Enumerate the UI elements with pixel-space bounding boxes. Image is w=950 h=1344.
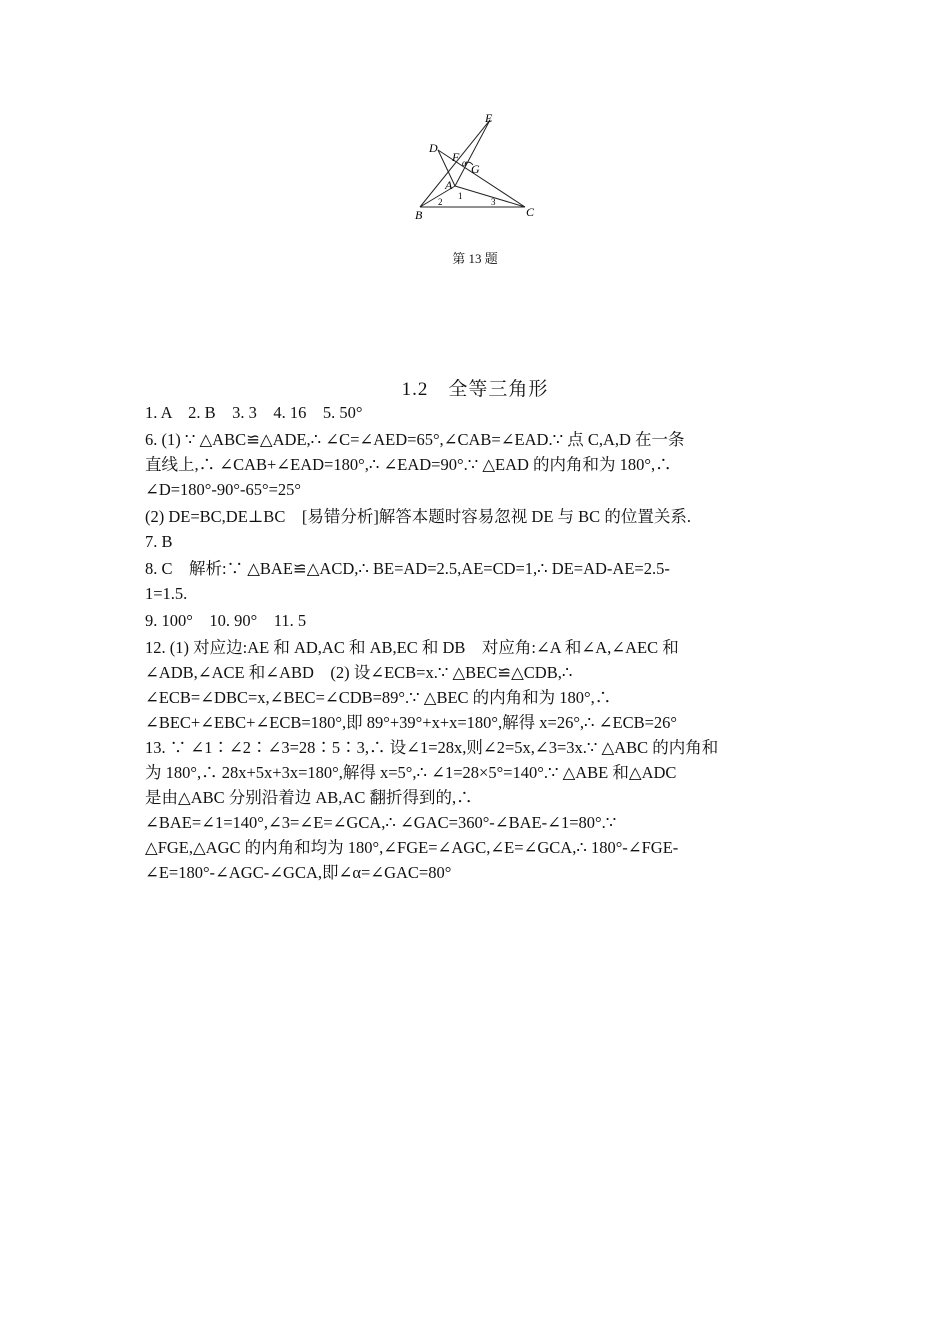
answer-line: 1=1.5. bbox=[145, 584, 188, 603]
segment-ea bbox=[455, 120, 490, 186]
label-a: A bbox=[445, 178, 453, 192]
answer-line: 9. 100° 10. 90° 11. 5 bbox=[145, 611, 307, 630]
angle-label-2: 2 bbox=[438, 197, 443, 207]
answer-line: ∠ECB=∠DBC=x,∠BEC=∠CDB=89°.∵ △BEC 的内角和为 180°,∴ bbox=[145, 688, 612, 707]
angle-label-1: 1 bbox=[458, 191, 463, 201]
label-g: G bbox=[471, 162, 480, 176]
answer-line: ∠E=180°-∠AGC-∠GCA,即∠α=∠GAC=80° bbox=[145, 863, 452, 882]
answer-line: 直线上,∴ ∠CAB+∠EAD=180°,∴ ∠EAD=90°.∵ △EAD 的内角和为 180°,∴ bbox=[145, 455, 672, 474]
answer-line: 6. (1) ∵ △ABC≌△ADE,∴ ∠C=∠AED=65°,∠CAB=∠EAD.∵ 点 C,A,D 在一条 bbox=[145, 430, 685, 449]
label-alpha: α bbox=[462, 158, 467, 168]
label-f: F bbox=[452, 150, 460, 164]
answer-line: 1. A 2. B 3. 3 4. 16 5. 50° bbox=[145, 403, 363, 422]
angle-label-3: 3 bbox=[491, 197, 496, 207]
label-b: B bbox=[415, 208, 423, 222]
figure-caption: 第 13 题 bbox=[452, 251, 498, 266]
answer-line: ∠BEC+∠EBC+∠ECB=180°,即 89°+39°+x+x=180°,解得 x=26°,∴ ∠ECB=26° bbox=[145, 713, 677, 732]
answer-line: △FGE,△AGC 的内角和均为 180°,∠FGE=∠AGC,∠E=∠GCA,∴ 180°-∠FGE- bbox=[145, 838, 679, 857]
answer-line: ∠D=180°-90°-65°=25° bbox=[145, 480, 301, 499]
segment-ac bbox=[455, 186, 525, 207]
section-title: 1.2 全等三角形 bbox=[401, 379, 549, 400]
answer-line: 8. C 解析:∵ △BAE≌△ACD,∴ BE=AD=2.5,AE=CD=1,∴ DE=AD-AE=2.5- bbox=[145, 559, 670, 578]
answer-list bbox=[145, 400, 805, 885]
answer-line: 为 180°,∴ 28x+5x+3x=180°,解得 x=5°,∴ ∠1=28×5°=140°.∵ △ABE 和△ADC bbox=[145, 763, 677, 782]
label-e: E bbox=[485, 111, 493, 125]
label-d: D bbox=[429, 141, 438, 155]
answer-line: ∠ADB,∠ACE 和∠ABD (2) 设∠ECB=x.∵ △BEC≌△CDB,∴ bbox=[145, 663, 573, 682]
triangle-figure bbox=[405, 108, 545, 226]
answer-line: ∠BAE=∠1=140°,∠3=∠E=∠GCA,∴ ∠GAC=360°-∠BAE-∠1=80°.∵ bbox=[145, 813, 617, 832]
answer-line: (2) DE=BC,DE⊥BC [易错分析]解答本题时容易忽视 DE 与 BC 的位置关系. bbox=[145, 507, 691, 526]
label-c: C bbox=[526, 205, 535, 219]
answer-line: 7. B bbox=[145, 532, 173, 551]
answer-line: 13. ∵ ∠1∶∠2∶∠3=28∶5∶3,∴ 设∠1=28x,则∠2=5x,∠3=3x.∵ △ABC 的内角和 bbox=[145, 738, 719, 757]
answer-line: 是由△ABC 分别沿着边 AB,AC 翻折得到的,∴ bbox=[145, 788, 473, 807]
segment-ec-hidden bbox=[490, 120, 525, 207]
answer-line: 12. (1) 对应边:AE 和 AD,AC 和 AB,EC 和 DB 对应角:∠A 和∠A,∠AEC 和 bbox=[145, 638, 679, 657]
